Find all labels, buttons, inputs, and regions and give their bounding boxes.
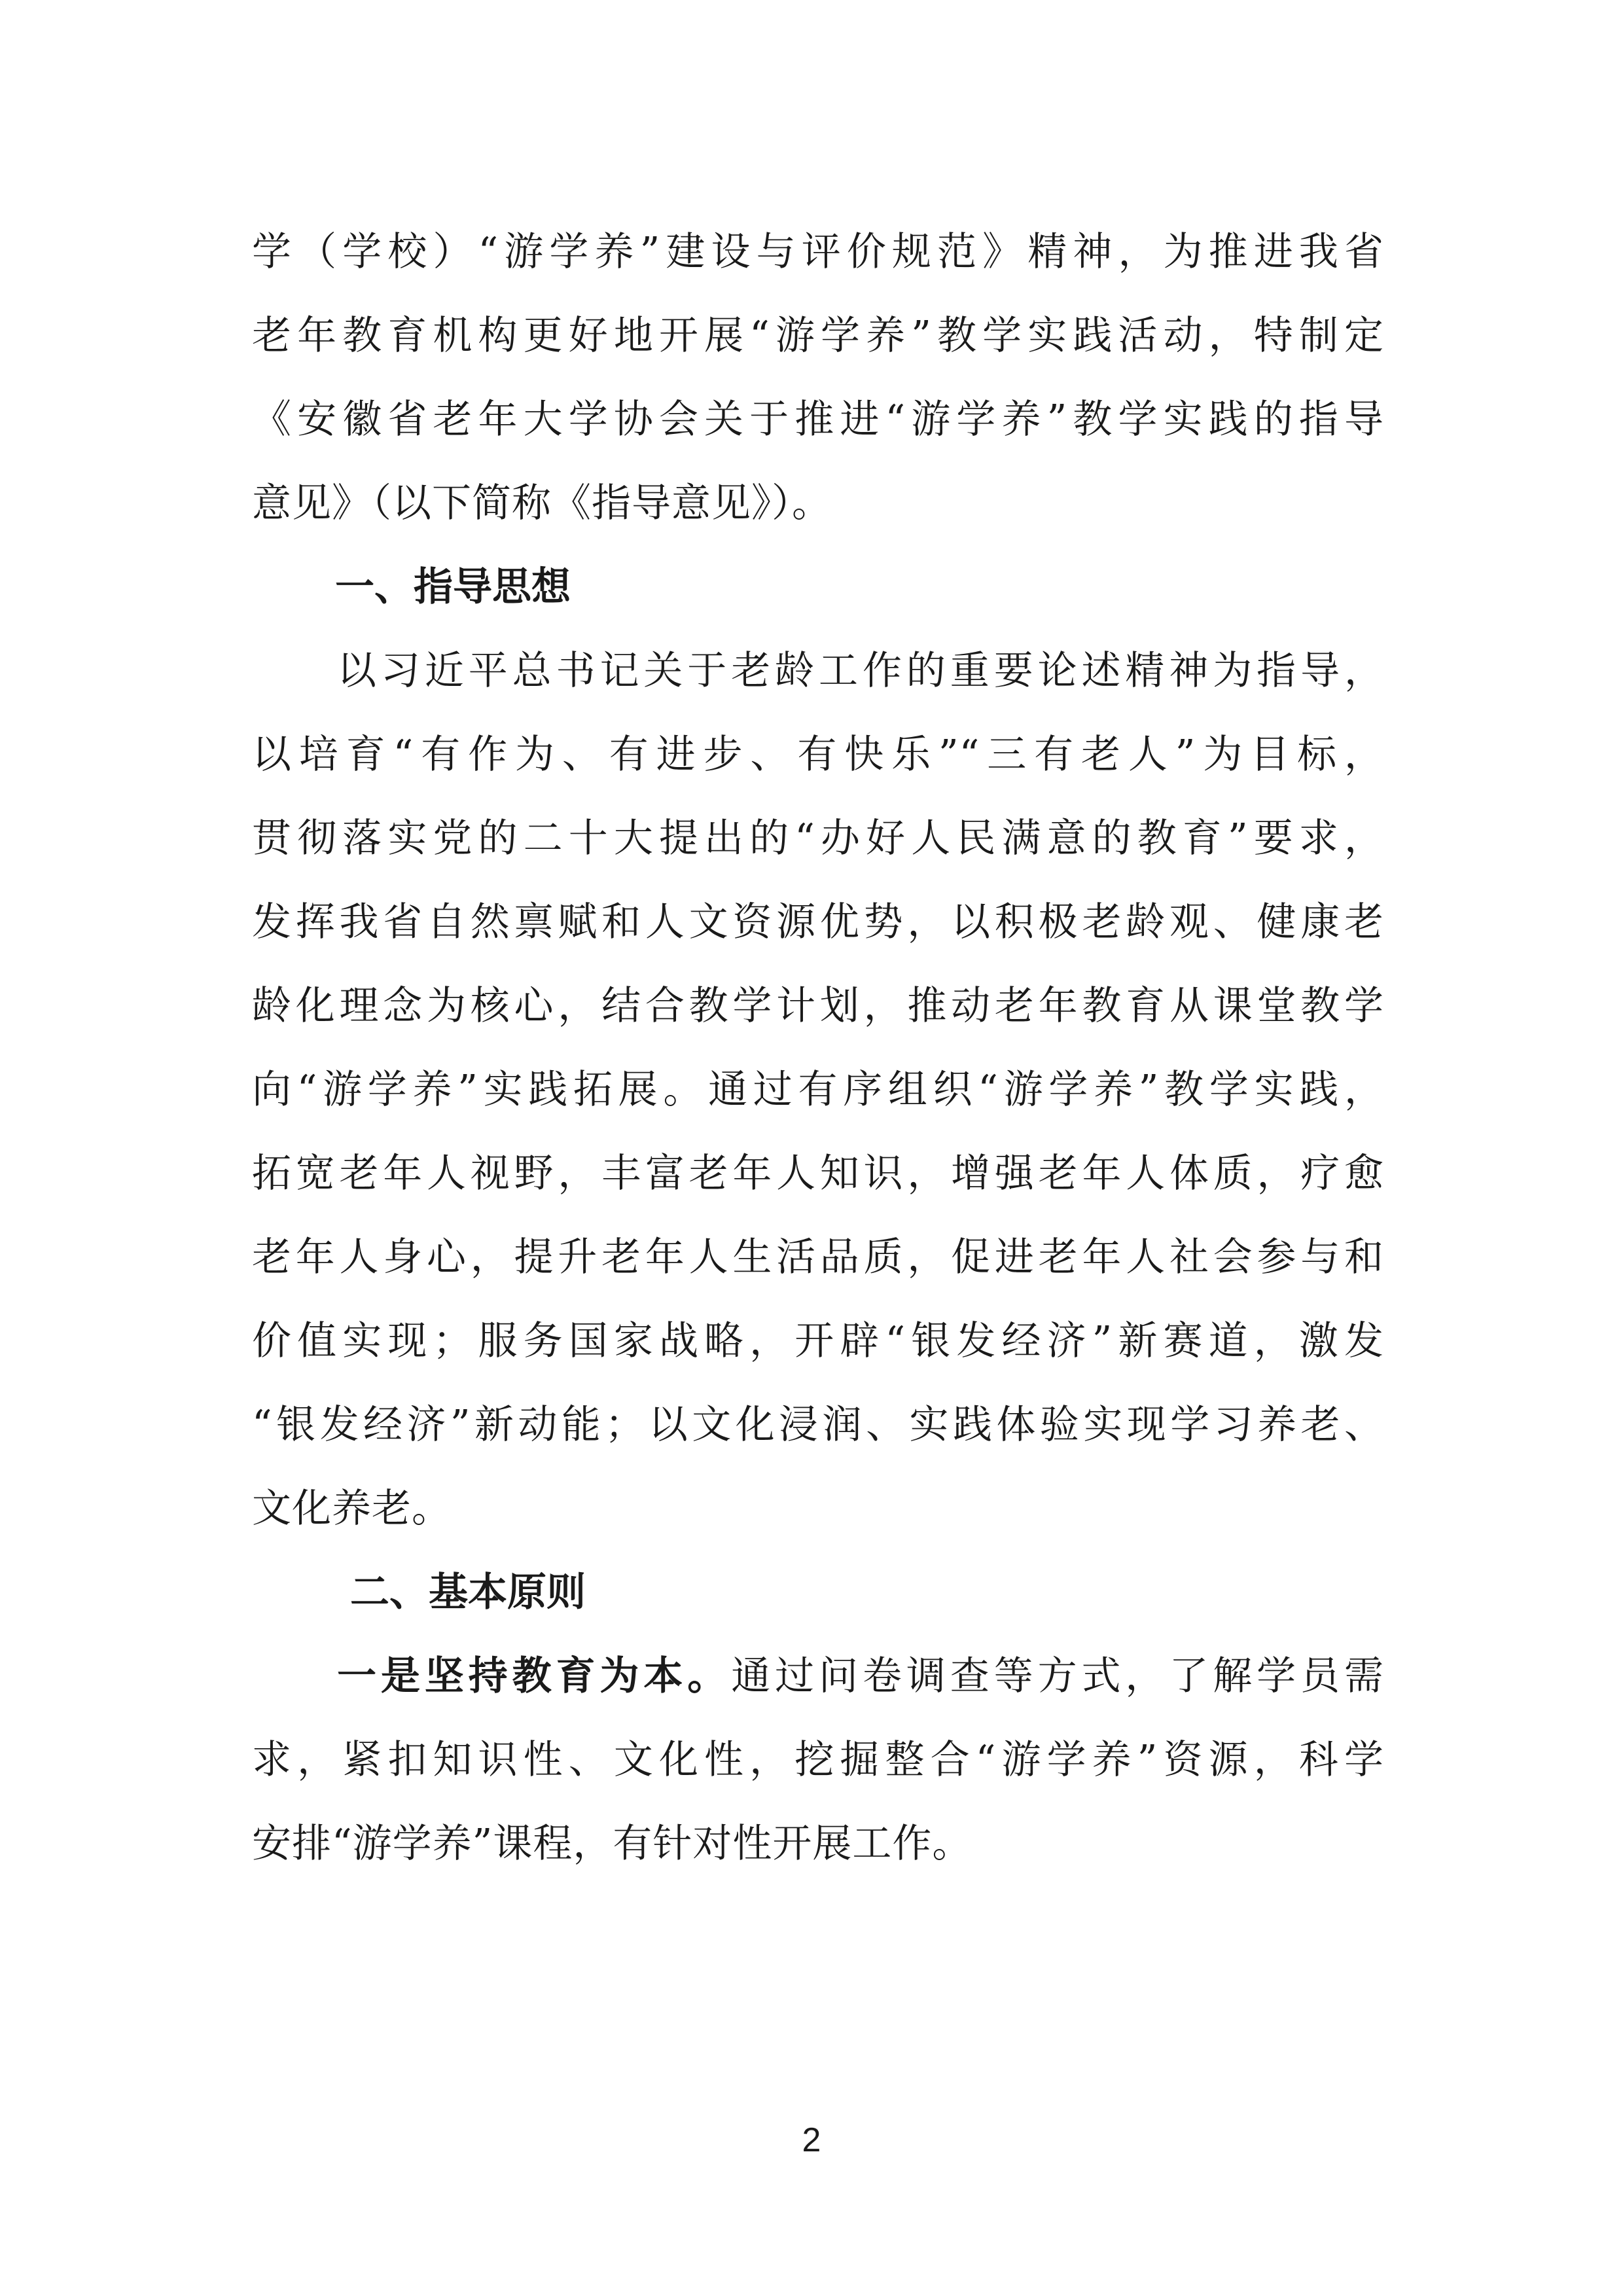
section1-line-10: “银发经济”新动能；以文化浸润、实践体验实现学习养老、 bbox=[252, 1402, 1384, 1448]
page-number: 2 bbox=[802, 2121, 821, 2159]
section-heading-guiding-thought: 一、指导思想 bbox=[335, 564, 571, 610]
section1-line-2: 以培育“有作为、有进步、有快乐”“三有老人”为目标， bbox=[252, 732, 1384, 778]
section-heading-basic-principles: 二、基本原则 bbox=[350, 1570, 586, 1615]
intro-line-2: 老年教育机构更好地开展“游学养”教学实践活动，特制定 bbox=[252, 313, 1384, 359]
principle1-bold-lead: 一是坚持教育为本。 bbox=[337, 1653, 732, 1699]
section1-line-4: 发挥我省自然禀赋和人文资源优势，以积极老龄观、健康老 bbox=[252, 899, 1384, 945]
section1-line-6: 向“游学养”实践拓展。通过有序组织“游学养”教学实践， bbox=[252, 1067, 1384, 1113]
principle1-first-line-rest: 通过问卷调查等方式，了解学员需 bbox=[731, 1653, 1385, 1699]
section1-line-11: 文化养老。 bbox=[252, 1486, 452, 1532]
section1-line-7: 拓宽老年人视野，丰富老年人知识，增强老年人体质，疗愈 bbox=[252, 1151, 1384, 1196]
principle1-line-1 bbox=[337, 1650, 1384, 1702]
principle1-line-2: 求，紧扣知识性、文化性，挖掘整合“游学养”资源，科学 bbox=[252, 1737, 1384, 1783]
section1-line-1: 以习近平总书记关于老龄工作的重要论述精神为指导， bbox=[337, 648, 1384, 694]
section1-line-5: 龄化理念为核心，结合教学计划，推动老年教育从课堂教学 bbox=[252, 983, 1384, 1029]
section1-line-9: 价值实现；服务国家战略，开辟“银发经济”新赛道，激发 bbox=[252, 1318, 1384, 1364]
intro-line-4: 意见》（以下简称《指导意见》）。 bbox=[252, 480, 832, 526]
intro-line-1: 学（学校）“游学养”建设与评价规范》精神，为推进我省 bbox=[252, 229, 1384, 275]
section1-line-8: 老年人身心，提升老年人生活品质，促进老年人社会参与和 bbox=[252, 1234, 1384, 1280]
principle1-line-3: 安排“游学养”课程，有针对性开展工作。 bbox=[252, 1821, 972, 1867]
section1-line-3: 贯彻落实党的二十大提出的“办好人民满意的教育”要求， bbox=[252, 816, 1384, 861]
intro-line-3: 《安徽省老年大学协会关于推进“游学养”教学实践的指导 bbox=[252, 397, 1384, 442]
